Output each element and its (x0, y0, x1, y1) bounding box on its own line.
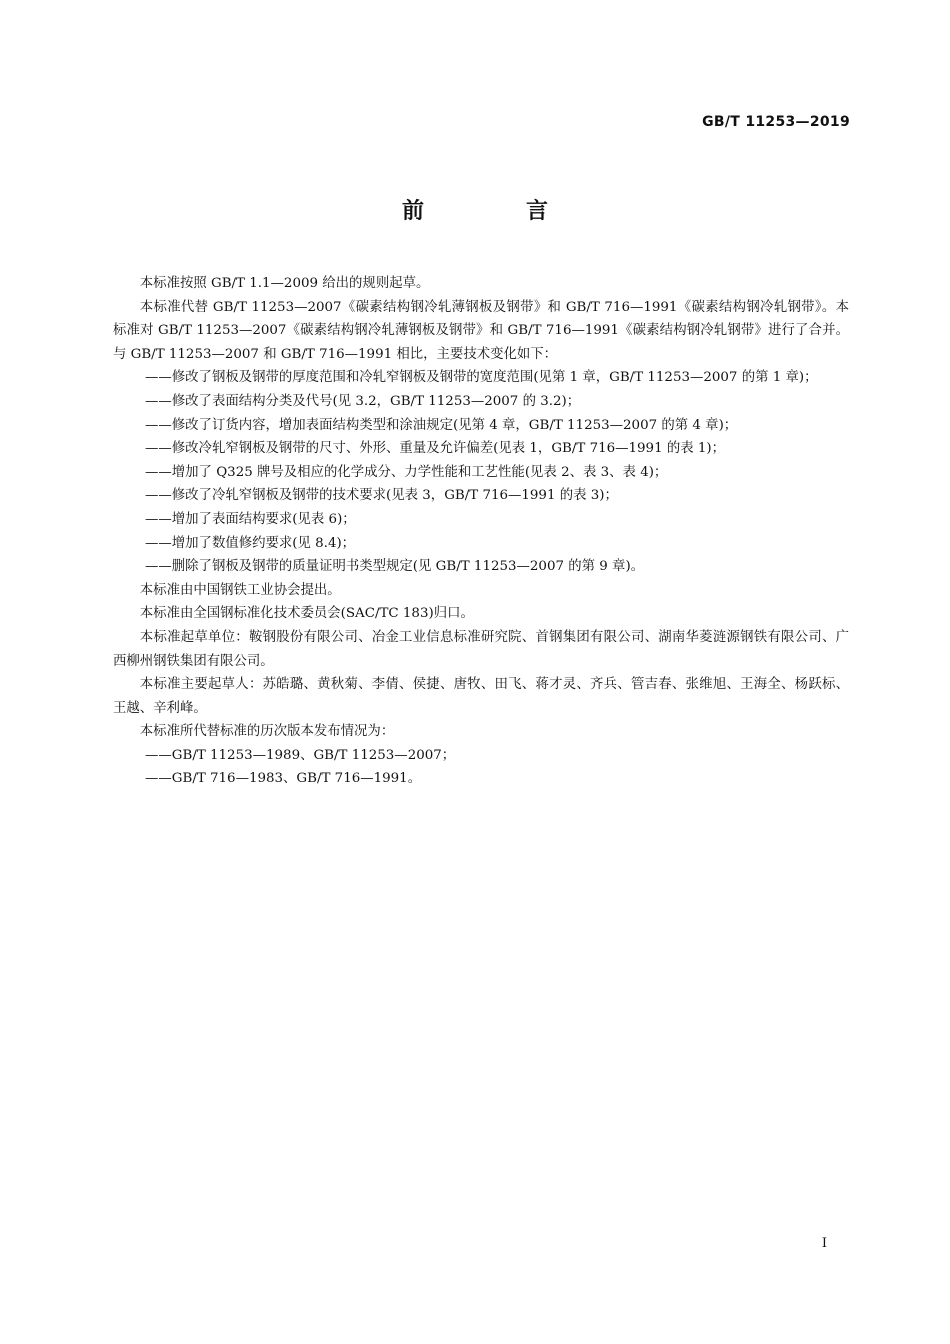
paragraph: 本标准代替 GB/T 11253—2007《碳素结构钢冷轧薄钢板及钢带》和 GB/T 716—1991《碳素结构钢冷轧钢带》。本标准对 GB/T 11253—2007《碳素结构钢冷轧薄钢板及钢带》和 GB/T 716—1991《碳素结构钢冷轧钢带》进行了合并。与 GB/T 11253—2007 和 GB/T 716—1991 相比，主要技术变化如下： (113, 299, 849, 362)
list-item: ——修改了表面结构分类及代号(见 3.2，GB/T 11253—2007 的 3.2)； (145, 393, 581, 409)
page-number: I (821, 1236, 827, 1251)
list-item: ——修改冷轧窄钢板及钢带的尺寸、外形、重量及允许偏差(见表 1，GB/T 716—1991 的表 1)； (145, 441, 726, 457)
list-item: ——GB/T 11253—1989、GB/T 11253—2007； (145, 747, 456, 763)
paragraph: 本标准由全国钢标准化技术委员会(SAC/TC 183)归口。 (139, 606, 474, 622)
page-title: 前 言 (401, 199, 588, 224)
list-item: ——删除了钢板及钢带的质量证明书类型规定(见 GB/T 11253—2007 的第 9 章)。 (145, 559, 645, 575)
paragraph: 本标准所代替标准的历次版本发布情况为： (139, 724, 395, 740)
standard-code: GB/T 11253—2019 (702, 114, 850, 130)
document-body (113, 272, 849, 791)
list-item: ——GB/T 716—1983、GB/T 716—1991。 (145, 771, 422, 787)
paragraph: 本标准按照 GB/T 1.1—2009 给出的规则起草。 (139, 276, 430, 291)
list-item: ——增加了表面结构要求(见表 6)； (145, 511, 356, 527)
list-item: ——修改了冷轧窄钢板及钢带的技术要求(见表 3，GB/T 716—1991 的表 3)； (145, 488, 618, 504)
list-item: ——增加了 Q325 牌号及相应的化学成分、力学性能和工艺性能(见表 2、表 3、表 4)； (145, 464, 668, 480)
paragraph: 本标准由中国钢铁工业协会提出。 (139, 582, 341, 598)
list-item: ——修改了钢板及钢带的厚度范围和冷轧窄钢板及钢带的宽度范围(见第 1 章，GB/T 11253—2007 的第 1 章)； (145, 370, 818, 386)
list-item: ——增加了数值修约要求(见 8.4)； (145, 535, 356, 551)
list-item: ——修改了订货内容，增加表面结构类型和涂油规定(见第 4 章，GB/T 11253—2007 的第 4 章)； (145, 417, 738, 433)
paragraph: 本标准主要起草人：苏皓璐、黄秋菊、李倩、侯捷、唐牧、田飞、蒋才灵、齐兵、管吉春、张维旭、王海全、杨跃标、王越、辛利峰。 (113, 677, 849, 716)
paragraph: 本标准起草单位：鞍钢股份有限公司、冶金工业信息标准研究院、首钢集团有限公司、湖南华菱涟源钢铁有限公司、广西柳州钢铁集团有限公司。 (113, 629, 849, 669)
